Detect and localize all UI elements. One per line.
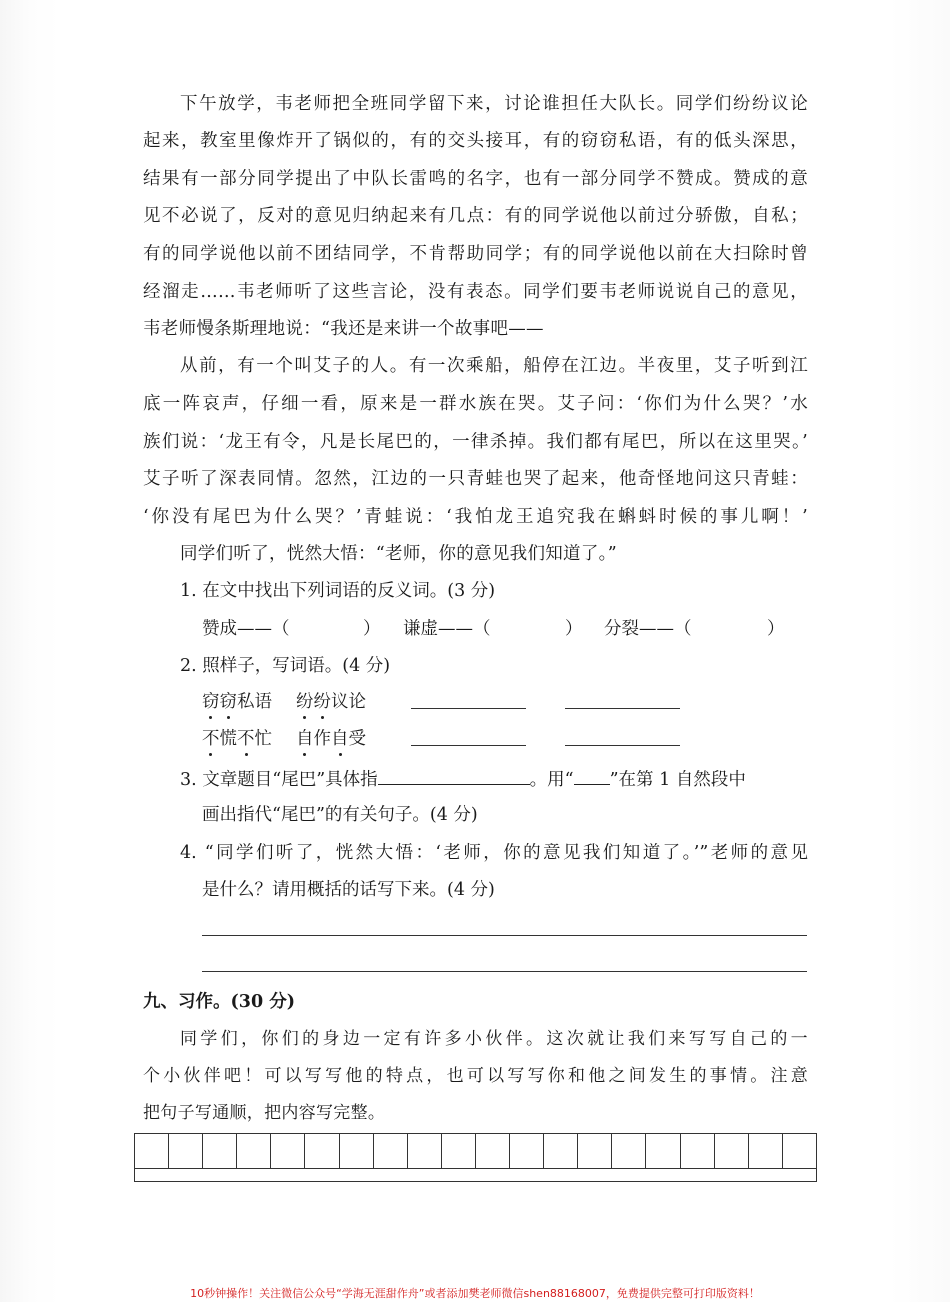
grid-cell[interactable] <box>646 1134 680 1168</box>
passage-line: 见不必说了，反对的意见归纳起来有几点：有的同学说他以前过分骄傲，自私； <box>143 206 808 226</box>
passage-line: 起来，教室里像炸开了锅似的，有的交头接耳，有的窃窃私语，有的低头深思， <box>143 131 808 151</box>
q2-example-word: 不慌不忙 <box>202 729 272 749</box>
passage-line: 底一阵哀声，仔细一看，原来是一群水族在哭。艾子问：‘你们为什么哭？’水 <box>143 394 808 414</box>
emphasis-dot <box>303 716 306 719</box>
q4-line2: 是什么？请用概括的话写下来。(4 分) <box>202 880 495 900</box>
grid-cell[interactable] <box>783 1134 816 1168</box>
q2-title: 2. 照样子，写词语。(4 分) <box>180 656 391 676</box>
grid-cell[interactable] <box>612 1134 646 1168</box>
q2-answer-blank[interactable] <box>411 708 526 709</box>
q3-line2: 画出指代“尾巴”的有关句子。(4 分) <box>202 805 478 825</box>
grid-cell[interactable] <box>271 1134 305 1168</box>
q3-text: ”在第 1 自然段中 <box>609 770 746 790</box>
grid-cell[interactable] <box>169 1134 203 1168</box>
section9-title: 九、习作。(30 分) <box>143 992 296 1012</box>
passage-line: 结果有一部分同学提出了中队长雷鸣的名字，也有一部分同学不赞成。赞成的意 <box>143 169 808 189</box>
passage-line: 下午放学，韦老师把全班同学留下来，讨论谁担任大队长。同学们纷纷议论 <box>180 94 808 114</box>
passage-line: 韦老师慢条斯理地说：“我还是来讲一个故事吧—— <box>143 319 544 339</box>
q2-answer-blank[interactable] <box>565 745 680 746</box>
passage-line: 同学们听了，恍然大悟：“老师，你的意见我们知道了。” <box>180 544 617 564</box>
grid-cell[interactable] <box>442 1134 476 1168</box>
grid-cell[interactable] <box>476 1134 510 1168</box>
footer-promo-text: 10秒钟操作！关注微信公众号“学海无涯甜作舟”或者添加樊老师微信shen88168007，免费提供完整可打印版资料！ <box>190 1287 760 1300</box>
grid-cell[interactable] <box>681 1134 715 1168</box>
grid-cell[interactable] <box>749 1134 783 1168</box>
passage-line: 族们说：‘龙王有令，凡是长尾巴的，一律杀掉。我们都有尾巴，所以在这里哭。’ <box>143 432 808 452</box>
passage-line: 经溜走……韦老师听了这些言论，没有表态。同学们要韦老师说说自己的意见， <box>143 282 808 302</box>
section9-line: 个小伙伴吧！可以写写他的特点，也可以写写你和他之间发生的事情。注意 <box>143 1066 808 1086</box>
emphasis-dot <box>245 753 248 756</box>
emphasis-dot <box>227 716 230 719</box>
q4-line1: 4. “同学们听了，恍然大悟：‘老师，你的意见我们知道了。’”老师的意见 <box>180 843 808 863</box>
grid-cell[interactable] <box>408 1134 442 1168</box>
q2-example-word: 纷纷议论 <box>296 692 366 712</box>
q2-example-word: 窃窃私语 <box>202 692 272 712</box>
q3-line1 <box>180 766 746 792</box>
q3-text: 3. 文章题目“尾巴”具体指 <box>180 770 378 790</box>
grid-cell[interactable] <box>544 1134 578 1168</box>
grid-row <box>135 1134 816 1169</box>
emphasis-dot <box>303 753 306 756</box>
grid-cell[interactable] <box>237 1134 271 1168</box>
passage-line: 从前，有一个叫艾子的人。有一次乘船，船停在江边。半夜里，艾子听到江 <box>180 356 808 376</box>
emphasis-dot <box>209 753 212 756</box>
emphasis-dot <box>321 716 324 719</box>
grid-cell[interactable] <box>305 1134 339 1168</box>
grid-cell[interactable] <box>203 1134 237 1168</box>
q3-text: 。用“ <box>529 770 574 790</box>
grid-cell[interactable] <box>340 1134 374 1168</box>
q3-mark-blank <box>574 766 610 785</box>
passage-line: 有的同学说他以前不团结同学，不肯帮助同学；有的同学说他以前在大扫除时曾 <box>143 244 808 264</box>
grid-cell[interactable] <box>374 1134 408 1168</box>
writing-grid[interactable] <box>134 1133 817 1182</box>
q1-item-label: 分裂——（ <box>604 619 692 639</box>
q1-item-close: ） <box>565 619 583 639</box>
grid-cell[interactable] <box>135 1134 169 1168</box>
section9-line: 把句子写通顺，把内容写完整。 <box>143 1103 386 1123</box>
q1-item-close: ） <box>767 619 785 639</box>
section9-line: 同学们，你们的身边一定有许多小伙伴。这次就让我们来写写自己的一 <box>180 1029 808 1049</box>
grid-cell[interactable] <box>715 1134 749 1168</box>
q2-answer-blank[interactable] <box>411 745 526 746</box>
q1-item-label: 赞成——（ <box>202 619 290 639</box>
passage-line: ‘你没有尾巴为什么哭？’青蛙说：‘我怕龙王追究我在蝌蚪时候的事儿啊！’ <box>143 507 808 527</box>
q4-answer-line[interactable] <box>202 935 807 936</box>
q3-answer-blank[interactable] <box>378 766 530 785</box>
q2-answer-blank[interactable] <box>565 708 680 709</box>
q4-answer-line[interactable] <box>202 971 807 972</box>
emphasis-dot <box>339 753 342 756</box>
q1-item-label: 谦虚——（ <box>403 619 491 639</box>
passage-line: 艾子听了深表同情。忽然，江边的一只青蛙也哭了起来，他奇怪地问这只青蛙： <box>143 469 808 489</box>
q2-example-word: 自作自受 <box>296 729 366 749</box>
grid-cell[interactable] <box>510 1134 544 1168</box>
grid-cell[interactable] <box>578 1134 612 1168</box>
q1-title: 1. 在文中找出下列词语的反义词。(3 分) <box>180 581 496 601</box>
q1-item-close: ） <box>363 619 381 639</box>
emphasis-dot <box>209 716 212 719</box>
